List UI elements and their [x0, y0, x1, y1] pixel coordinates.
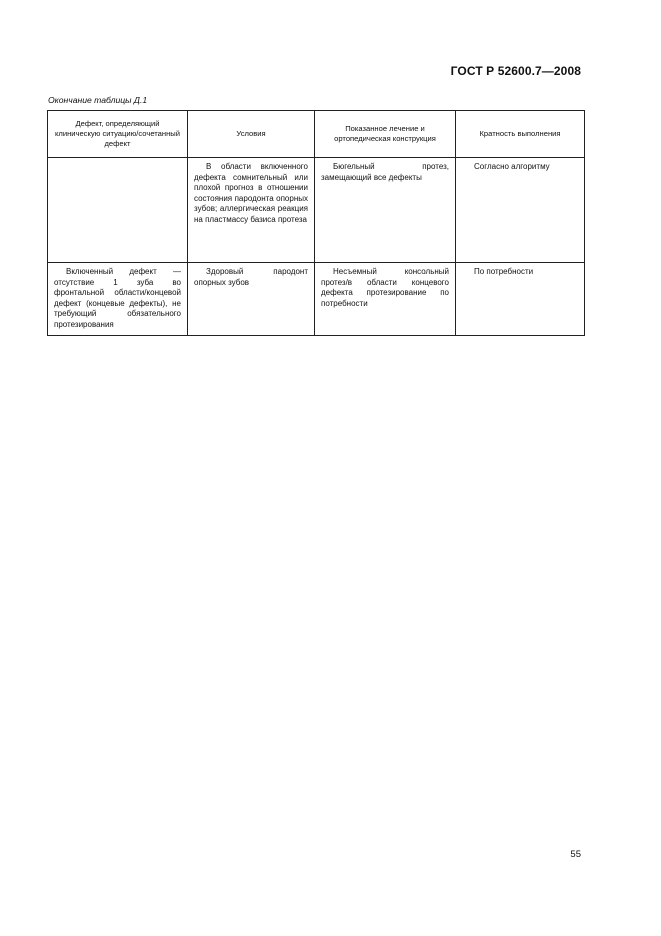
- table-row: [48, 158, 585, 263]
- treatment-table: [47, 110, 585, 336]
- column-header-treatment: Показанное лечение и ортопедическая конструкция: [315, 111, 456, 158]
- table-cell-treatment: Несъемный консольный протез/в области концевого дефекта протезирование по потребности: [315, 263, 456, 336]
- page-number: 55: [570, 849, 581, 860]
- table-cell-treatment: Бюгельный протез, замещающий все дефекты: [315, 158, 456, 263]
- column-header-frequency: Кратность выполнения: [456, 111, 585, 158]
- column-header-defect: Дефект, определяющий клиническую ситуацию/сочетанный дефект: [48, 111, 188, 158]
- document-standard-number: ГОСТ Р 52600.7—2008: [450, 64, 581, 78]
- table-cell-frequency: По потребности: [456, 263, 585, 336]
- table-cell-conditions: Здоровый пародонт опорных зубов: [188, 263, 315, 336]
- table-cell-frequency: Согласно алгоритму: [456, 158, 585, 263]
- table-cell-defect: [48, 158, 188, 263]
- table-header-row: [48, 111, 585, 158]
- table-row: [48, 263, 585, 336]
- table-cell-conditions: В области включенного дефекта сомнительный или плохой прогноз в отношении состояния пародонта опорных зубов; аллергическая реакция на пластмассу базиса протеза: [188, 158, 315, 263]
- column-header-conditions: Условия: [188, 111, 315, 158]
- table-caption: Окончание таблицы Д.1: [48, 95, 148, 105]
- table-cell-defect: Включенный дефект — отсутствие 1 зуба во фронтальной области/концевой дефект (концевые дефекты), не требующий обязательного протезирования: [48, 263, 188, 336]
